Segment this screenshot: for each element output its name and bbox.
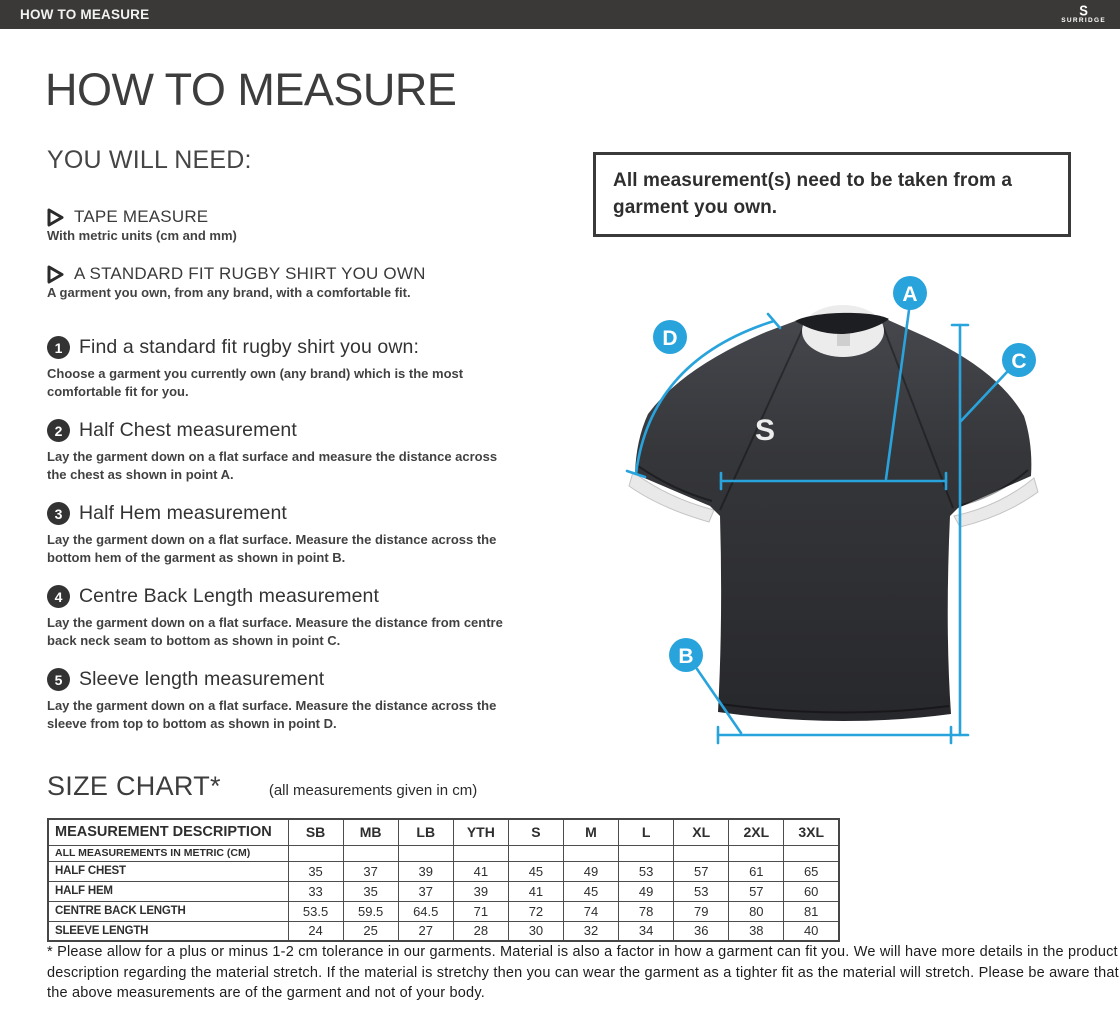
measurement-value: 78 [619, 901, 674, 921]
column-header-size: XL [674, 819, 729, 845]
size-chart-title: SIZE CHART* [47, 771, 221, 801]
measurement-value: 33 [288, 881, 343, 901]
measure-steps-list [47, 336, 567, 751]
measurement-value: 40 [784, 921, 839, 941]
column-header-size: 3XL [784, 819, 839, 845]
measurement-value: 60 [784, 881, 839, 901]
label-c: C [1011, 350, 1027, 373]
measurement-value: 72 [508, 901, 563, 921]
column-header-size: SB [288, 819, 343, 845]
measurement-value: 71 [453, 901, 508, 921]
empty-cell [563, 845, 618, 861]
row-label: CENTRE BACK LENGTH [48, 901, 288, 921]
row-label: SLEEVE LENGTH [48, 921, 288, 941]
measurement-value: 49 [619, 881, 674, 901]
step-number-badge: 1 [47, 336, 70, 359]
triangle-bullet-icon [47, 265, 64, 284]
surridge-s-icon: S [1079, 2, 1088, 20]
you-will-need-heading: YOU WILL NEED: [47, 146, 252, 174]
measurement-value: 34 [619, 921, 674, 941]
empty-cell [674, 845, 729, 861]
column-header-size: MB [343, 819, 398, 845]
empty-cell [288, 845, 343, 861]
measurement-value: 53 [619, 861, 674, 881]
row-label: HALF HEM [48, 881, 288, 901]
label-d: D [662, 327, 678, 350]
measurement-value: 41 [508, 881, 563, 901]
you-will-need-item [47, 264, 567, 300]
empty-cell [343, 845, 398, 861]
you-will-need-list [47, 207, 567, 321]
measurement-value: 80 [729, 901, 784, 921]
step-title: Half Chest measurement [79, 419, 297, 442]
measurement-value: 35 [288, 861, 343, 881]
notice-box [593, 152, 1071, 237]
label-a: A [902, 283, 918, 306]
measurement-value: 24 [288, 921, 343, 941]
column-header-size: 2XL [729, 819, 784, 845]
column-header-size: LB [398, 819, 453, 845]
measurement-value: 45 [508, 861, 563, 881]
table-row [48, 921, 839, 941]
measurement-value: 59.5 [343, 901, 398, 921]
shirt-chest-logo: S [755, 414, 776, 447]
table-row [48, 861, 839, 881]
label-b: B [678, 645, 694, 668]
step-number-badge: 3 [47, 502, 70, 525]
empty-cell [619, 845, 674, 861]
page-title: HOW TO MEASURE [45, 64, 457, 115]
surridge-logo [1061, 4, 1106, 25]
step-title: Centre Back Length measurement [79, 585, 379, 608]
tolerance-footnote: * Please allow for a plus or minus 1-2 cm tolerance in our garments. Material is also a factor in how a garment can fit you. We will have more details in the product description regarding the material stretch. If the material is stretchy then you can wear the garment as a tighter fit as the material will stretch. Please be aware that the above measurements are of the garment and not of your body. [47, 944, 1119, 1002]
triangle-bullet-icon [47, 208, 64, 227]
column-header-size: M [563, 819, 618, 845]
empty-cell [729, 845, 784, 861]
empty-cell [453, 845, 508, 861]
column-header-size: S [508, 819, 563, 845]
measurement-value: 32 [563, 921, 618, 941]
column-header-size: YTH [453, 819, 508, 845]
measurement-value: 39 [398, 861, 453, 881]
item-description: With metric units (cm and mm) [47, 228, 237, 243]
measurement-value: 79 [674, 901, 729, 921]
size-chart-table [47, 818, 840, 942]
measure-step [47, 668, 567, 732]
measure-step [47, 585, 567, 649]
step-number-badge: 2 [47, 419, 70, 442]
table-header-row [48, 819, 839, 845]
table-row [48, 901, 839, 921]
measurement-value: 37 [398, 881, 453, 901]
step-description: Choose a garment you currently own (any brand) which is the most comfortable fit for you. [47, 366, 464, 399]
step-description: Lay the garment down on a flat surface. Measure the distance across the bottom hem of the garment as shown in point B. [47, 532, 497, 565]
step-title: Sleeve length measurement [79, 668, 325, 691]
top-bar-title: HOW TO MEASURE [20, 7, 150, 22]
measurement-value: 74 [563, 901, 618, 921]
column-header-size: L [619, 819, 674, 845]
measurement-value: 45 [563, 881, 618, 901]
measurement-value: 28 [453, 921, 508, 941]
surridge-wordmark: SURRIDGE [1061, 17, 1106, 25]
shirt-measurement-diagram [598, 268, 1118, 768]
measurement-value: 65 [784, 861, 839, 881]
step-description: Lay the garment down on a flat surface. Measure the distance across the sleeve from top to bottom as shown in point D. [47, 698, 497, 731]
empty-cell [508, 845, 563, 861]
top-bar [0, 0, 1120, 29]
measurement-value: 27 [398, 921, 453, 941]
metric-note-cell: ALL MEASUREMENTS IN METRIC (CM) [48, 845, 288, 861]
item-title: A STANDARD FIT RUGBY SHIRT YOU OWN [74, 264, 426, 283]
column-header-description: MEASUREMENT DESCRIPTION [48, 819, 288, 845]
step-description: Lay the garment down on a flat surface and measure the distance across the chest as shown in point A. [47, 449, 498, 482]
measurement-value: 30 [508, 921, 563, 941]
measurement-value: 57 [674, 861, 729, 881]
empty-cell [398, 845, 453, 861]
empty-cell [784, 845, 839, 861]
measurement-value: 36 [674, 921, 729, 941]
notice-text: All measurement(s) need to be taken from a garment you own. [613, 170, 1013, 218]
measure-step [47, 336, 567, 400]
step-number-badge: 5 [47, 668, 70, 691]
measurement-value: 37 [343, 861, 398, 881]
step-title: Half Hem measurement [79, 502, 287, 525]
measurement-value: 64.5 [398, 901, 453, 921]
measurement-value: 39 [453, 881, 508, 901]
measurement-value: 35 [343, 881, 398, 901]
measurement-value: 38 [729, 921, 784, 941]
step-number-badge: 4 [47, 585, 70, 608]
step-description: Lay the garment down on a flat surface. Measure the distance from centre back neck seam to bottom as shown in point C. [47, 615, 503, 648]
measure-step [47, 502, 567, 566]
measurement-value: 41 [453, 861, 508, 881]
you-will-need-item [47, 207, 567, 243]
row-label: HALF CHEST [48, 861, 288, 881]
table-row [48, 881, 839, 901]
measurement-value: 53 [674, 881, 729, 901]
size-chart-header [47, 771, 477, 802]
item-title: TAPE MEASURE [74, 207, 209, 226]
measurement-value: 53.5 [288, 901, 343, 921]
measurement-value: 49 [563, 861, 618, 881]
item-description: A garment you own, from any brand, with a comfortable fit. [47, 285, 411, 300]
measurement-value: 25 [343, 921, 398, 941]
measurement-value: 61 [729, 861, 784, 881]
measurement-value: 81 [784, 901, 839, 921]
metric-note-row [48, 845, 839, 861]
measurement-value: 57 [729, 881, 784, 901]
measure-step [47, 419, 567, 483]
step-title: Find a standard fit rugby shirt you own: [79, 336, 420, 358]
size-chart-units-note: (all measurements given in cm) [268, 782, 478, 799]
